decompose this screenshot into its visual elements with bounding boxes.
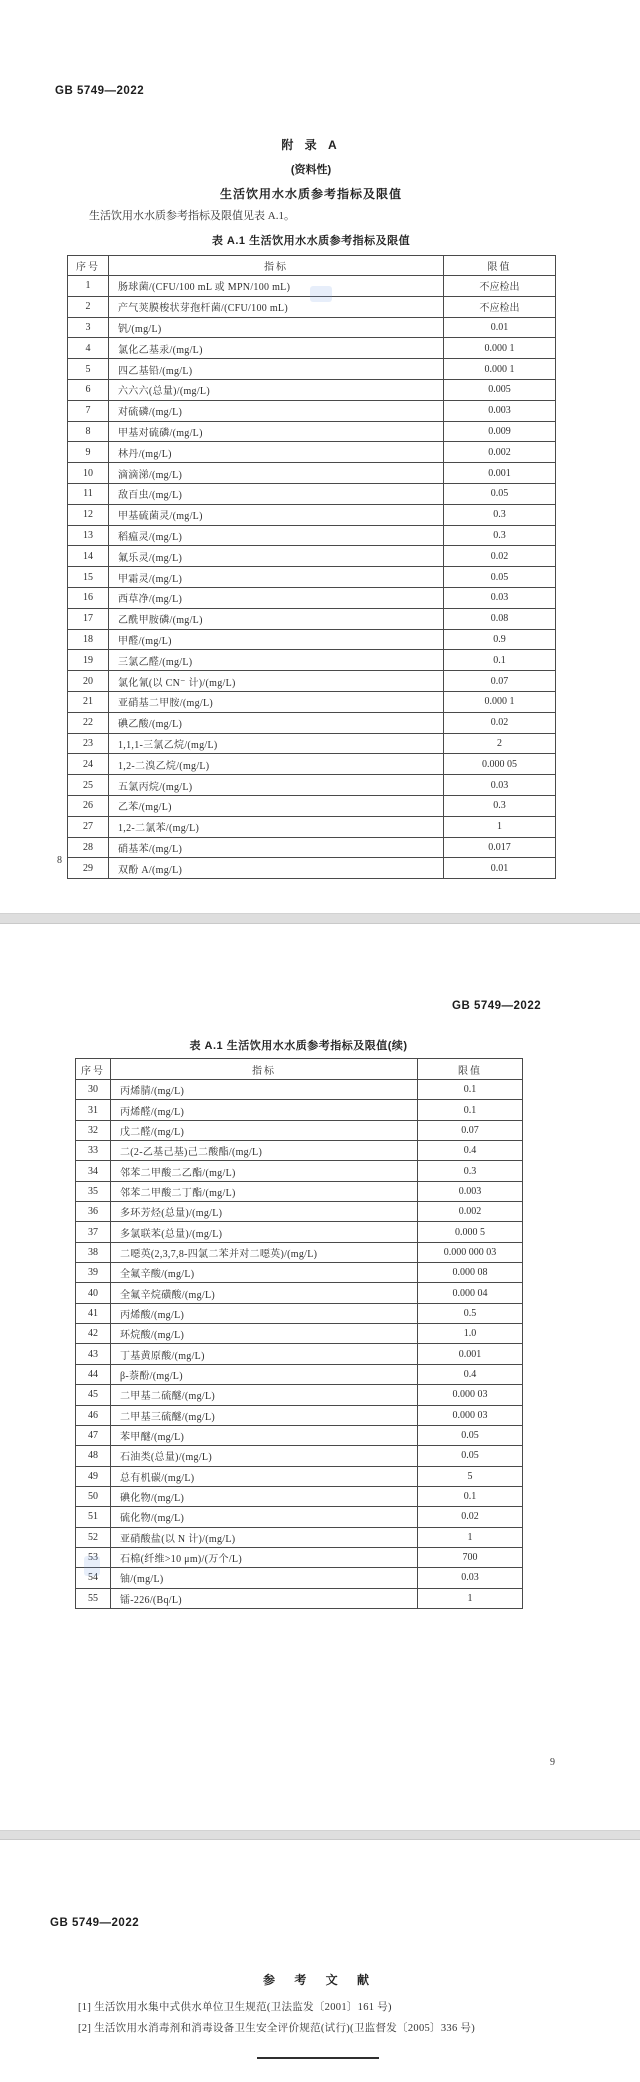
limit-cell: 0.000 1 [444, 691, 556, 712]
table-row [76, 1181, 523, 1201]
limit-cell: 0.01 [444, 317, 556, 338]
row-index-cell: 14 [68, 546, 109, 567]
indicator-cell: 全氟辛酸/(mg/L) [111, 1263, 418, 1283]
indicator-cell: 全氟辛烷磺酸/(mg/L) [111, 1283, 418, 1303]
col-header-limit: 限值 [418, 1059, 523, 1080]
row-index-cell: 26 [68, 795, 109, 816]
indicator-cell: 四乙基铅/(mg/L) [109, 359, 444, 380]
indicator-cell: 多氯联苯(总量)/(mg/L) [111, 1222, 418, 1242]
table-row [68, 754, 556, 775]
table-row [76, 1161, 523, 1181]
appendix-heading-block [67, 136, 555, 202]
row-index-cell: 30 [76, 1080, 111, 1100]
row-index-cell: 51 [76, 1507, 111, 1527]
col-header-index: 序号 [76, 1059, 111, 1080]
indicator-cell: 钒/(mg/L) [109, 317, 444, 338]
table-row [68, 379, 556, 400]
row-index-cell: 2 [68, 296, 109, 317]
indicator-cell: 稻瘟灵/(mg/L) [109, 525, 444, 546]
indicator-cell: 氯化乙基汞/(mg/L) [109, 338, 444, 359]
table-header-row [68, 256, 556, 276]
limit-cell: 不应检出 [444, 276, 556, 297]
table-row [68, 816, 556, 837]
indicator-cell: 甲醛/(mg/L) [109, 629, 444, 650]
limit-cell: 0.000 05 [444, 754, 556, 775]
reference-item-2: [2] 生活饮用水消毒剂和消毒设备卫生安全评价规范(试行)(卫监督发〔2005〕336 号) [78, 2023, 476, 2034]
indicator-cell: 产气荚膜梭状芽孢杆菌/(CFU/100 mL) [109, 296, 444, 317]
indicator-cell: 碘化物/(mg/L) [111, 1486, 418, 1506]
row-index-cell: 54 [76, 1568, 111, 1588]
indicator-cell: 双酚 A/(mg/L) [109, 858, 444, 879]
limit-cell: 0.000 08 [418, 1263, 523, 1283]
document-end-rule [257, 2057, 379, 2059]
col-header-indicator: 指标 [109, 256, 444, 276]
row-index-cell: 53 [76, 1547, 111, 1567]
table-row [68, 359, 556, 380]
indicator-cell: 镭-226/(Bq/L) [111, 1588, 418, 1608]
page-number-9: 9 [550, 1757, 555, 1768]
row-index-cell: 46 [76, 1405, 111, 1425]
row-index-cell: 45 [76, 1385, 111, 1405]
indicator-cell: 多环芳烃(总量)/(mg/L) [111, 1202, 418, 1222]
table-row [76, 1507, 523, 1527]
row-index-cell: 18 [68, 629, 109, 650]
indicator-cell: 石棉(纤维>10 μm)/(万个/L) [111, 1547, 418, 1567]
limit-cell: 0.02 [444, 712, 556, 733]
indicator-cell: 苯甲醚/(mg/L) [111, 1425, 418, 1445]
standard-code-header-page1: GB 5749—2022 [55, 85, 145, 97]
table-row [68, 587, 556, 608]
indicator-cell: β-萘酚/(mg/L) [111, 1364, 418, 1384]
indicator-cell: 滴滴涕/(mg/L) [109, 463, 444, 484]
table-row [76, 1202, 523, 1222]
table-row [76, 1344, 523, 1364]
row-index-cell: 52 [76, 1527, 111, 1547]
indicator-cell: 二(2-乙基己基)己二酸酯/(mg/L) [111, 1141, 418, 1161]
table-row [68, 338, 556, 359]
row-index-cell: 5 [68, 359, 109, 380]
row-index-cell: 50 [76, 1486, 111, 1506]
row-index-cell: 22 [68, 712, 109, 733]
indicator-cell: 甲基硫菌灵/(mg/L) [109, 504, 444, 525]
row-index-cell: 31 [76, 1100, 111, 1120]
limit-cell: 0.03 [444, 587, 556, 608]
appendix-title: 生活饮用水水质参考指标及限值 [219, 187, 402, 201]
limit-cell: 0.1 [444, 650, 556, 671]
page-number-8: 8 [57, 855, 62, 866]
table-row [68, 463, 556, 484]
limit-cell: 0.002 [418, 1202, 523, 1222]
limit-cell: 0.05 [418, 1425, 523, 1445]
table-row [68, 775, 556, 796]
limit-cell: 0.005 [444, 379, 556, 400]
indicator-cell: 铀/(mg/L) [111, 1568, 418, 1588]
row-index-cell: 40 [76, 1283, 111, 1303]
table-row [68, 712, 556, 733]
row-index-cell: 10 [68, 463, 109, 484]
row-index-cell: 43 [76, 1344, 111, 1364]
table-row [68, 608, 556, 629]
limit-cell: 1.0 [418, 1324, 523, 1344]
table-row [68, 650, 556, 671]
table-row [76, 1568, 523, 1588]
limit-cell: 0.5 [418, 1303, 523, 1323]
table-row [68, 525, 556, 546]
row-index-cell: 32 [76, 1120, 111, 1140]
limit-cell: 0.1 [418, 1080, 523, 1100]
indicator-cell: 二甲基二硫醚/(mg/L) [111, 1385, 418, 1405]
indicator-cell: 敌百虫/(mg/L) [109, 483, 444, 504]
limit-cell: 0.000 03 [418, 1405, 523, 1425]
limit-cell: 0.4 [418, 1364, 523, 1384]
table-row [68, 504, 556, 525]
table-row [76, 1547, 523, 1567]
table-row [76, 1527, 523, 1547]
limit-cell: 700 [418, 1547, 523, 1567]
limit-cell: 0.08 [444, 608, 556, 629]
row-index-cell: 34 [76, 1161, 111, 1181]
limit-cell: 0.07 [444, 671, 556, 692]
row-index-cell: 36 [76, 1202, 111, 1222]
indicator-cell: 二噁英(2,3,7,8-四氯二苯并对二噁英)/(mg/L) [111, 1242, 418, 1262]
indicator-cell: 碘乙酸/(mg/L) [109, 712, 444, 733]
limit-cell: 0.01 [444, 858, 556, 879]
limit-cell: 0.05 [444, 483, 556, 504]
indicator-cell: 邻苯二甲酸二丁酯/(mg/L) [111, 1181, 418, 1201]
row-index-cell: 11 [68, 483, 109, 504]
table-row [68, 691, 556, 712]
indicator-cell: 林丹/(mg/L) [109, 442, 444, 463]
page-separator [0, 913, 640, 924]
limit-cell: 0.3 [444, 795, 556, 816]
row-index-cell: 38 [76, 1242, 111, 1262]
table-row [76, 1588, 523, 1608]
indicator-cell: 丙烯腈/(mg/L) [111, 1080, 418, 1100]
row-index-cell: 12 [68, 504, 109, 525]
row-index-cell: 47 [76, 1425, 111, 1445]
table-row [68, 733, 556, 754]
table-row [76, 1486, 523, 1506]
indicator-cell: 乙酰甲胺磷/(mg/L) [109, 608, 444, 629]
limit-cell: 0.003 [418, 1181, 523, 1201]
row-index-cell: 48 [76, 1446, 111, 1466]
table-row [76, 1324, 523, 1344]
table-row [68, 483, 556, 504]
table-row [76, 1283, 523, 1303]
row-index-cell: 21 [68, 691, 109, 712]
indicator-cell: 1,1,1-三氯乙烷/(mg/L) [109, 733, 444, 754]
indicator-cell: 甲霜灵/(mg/L) [109, 567, 444, 588]
limit-cell: 0.07 [418, 1120, 523, 1140]
indicator-cell: 六六六(总量)/(mg/L) [109, 379, 444, 400]
limit-cell: 1 [418, 1527, 523, 1547]
limit-cell: 0.4 [418, 1141, 523, 1161]
table-a1-continued-caption: 表 A.1 生活饮用水水质参考指标及限值(续) [189, 1040, 408, 1052]
indicator-cell: 肠球菌/(CFU/100 mL 或 MPN/100 mL) [109, 276, 444, 297]
indicator-cell: 西草净/(mg/L) [109, 587, 444, 608]
col-header-limit: 限值 [444, 256, 556, 276]
row-index-cell: 24 [68, 754, 109, 775]
table-a1-caption: 表 A.1 生活饮用水水质参考指标及限值 [211, 235, 411, 247]
limit-cell: 0.000 000 03 [418, 1242, 523, 1262]
table-row [68, 546, 556, 567]
row-index-cell: 23 [68, 733, 109, 754]
indicator-cell: 对硫磷/(mg/L) [109, 400, 444, 421]
limit-cell: 2 [444, 733, 556, 754]
standard-code-header-page2: GB 5749—2022 [452, 1000, 542, 1012]
limit-cell: 0.002 [444, 442, 556, 463]
indicator-cell: 硫化物/(mg/L) [111, 1507, 418, 1527]
row-index-cell: 37 [76, 1222, 111, 1242]
table-row [76, 1120, 523, 1140]
limit-cell: 0.02 [444, 546, 556, 567]
page-separator [0, 1830, 640, 1840]
limit-cell: 0.1 [418, 1486, 523, 1506]
limit-cell: 0.001 [444, 463, 556, 484]
limit-cell: 0.001 [418, 1344, 523, 1364]
row-index-cell: 13 [68, 525, 109, 546]
table-row [76, 1466, 523, 1486]
intro-paragraph: 生活饮用水水质参考指标及限值见表 A.1。 [89, 210, 295, 222]
row-index-cell: 29 [68, 858, 109, 879]
appendix-label: 附 录 A [281, 138, 341, 152]
table-row [68, 442, 556, 463]
indicator-cell: 丙烯醛/(mg/L) [111, 1100, 418, 1120]
indicator-cell: 戊二醛/(mg/L) [111, 1120, 418, 1140]
table-a1-page1 [67, 255, 556, 879]
row-index-cell: 9 [68, 442, 109, 463]
row-index-cell: 19 [68, 650, 109, 671]
table-a1-page2 [75, 1058, 523, 1609]
row-index-cell: 6 [68, 379, 109, 400]
table-row [76, 1385, 523, 1405]
limit-cell: 0.3 [444, 525, 556, 546]
indicator-cell: 石油类(总量)/(mg/L) [111, 1446, 418, 1466]
scan-smudge-artifact [310, 286, 332, 302]
indicator-cell: 氯化氰(以 CN⁻ 计)/(mg/L) [109, 671, 444, 692]
references-heading: 参 考 文 献 [262, 1973, 377, 1987]
row-index-cell: 25 [68, 775, 109, 796]
row-index-cell: 49 [76, 1466, 111, 1486]
table-row [68, 837, 556, 858]
limit-cell: 1 [418, 1588, 523, 1608]
row-index-cell: 3 [68, 317, 109, 338]
col-header-indicator: 指标 [111, 1059, 418, 1080]
row-index-cell: 44 [76, 1364, 111, 1384]
indicator-cell: 甲基对硫磷/(mg/L) [109, 421, 444, 442]
limit-cell: 0.1 [418, 1100, 523, 1120]
indicator-cell: 五氯丙烷/(mg/L) [109, 775, 444, 796]
row-index-cell: 55 [76, 1588, 111, 1608]
row-index-cell: 42 [76, 1324, 111, 1344]
indicator-cell: 乙苯/(mg/L) [109, 795, 444, 816]
limit-cell: 1 [444, 816, 556, 837]
limit-cell: 0.000 5 [418, 1222, 523, 1242]
scan-smudge-artifact [84, 1556, 100, 1576]
table-row [76, 1100, 523, 1120]
row-index-cell: 1 [68, 276, 109, 297]
table-row [68, 567, 556, 588]
row-index-cell: 41 [76, 1303, 111, 1323]
table-header-row [76, 1059, 523, 1080]
limit-cell: 0.009 [444, 421, 556, 442]
indicator-cell: 丙烯酸/(mg/L) [111, 1303, 418, 1323]
limit-cell: 0.03 [418, 1568, 523, 1588]
table-row [76, 1446, 523, 1466]
limit-cell: 0.000 04 [418, 1283, 523, 1303]
row-index-cell: 39 [76, 1263, 111, 1283]
appendix-kind: (资料性) [290, 164, 332, 176]
col-header-index: 序号 [68, 256, 109, 276]
table-row [68, 629, 556, 650]
limit-cell: 0.3 [418, 1161, 523, 1181]
limit-cell: 0.03 [444, 775, 556, 796]
indicator-cell: 邻苯二甲酸二乙酯/(mg/L) [111, 1161, 418, 1181]
table-row [76, 1303, 523, 1323]
table-row [68, 400, 556, 421]
indicator-cell: 氟乐灵/(mg/L) [109, 546, 444, 567]
row-index-cell: 35 [76, 1181, 111, 1201]
row-index-cell: 27 [68, 816, 109, 837]
row-index-cell: 17 [68, 608, 109, 629]
indicator-cell: 总有机碳/(mg/L) [111, 1466, 418, 1486]
indicator-cell: 1,2-二溴乙烷/(mg/L) [109, 754, 444, 775]
row-index-cell: 4 [68, 338, 109, 359]
table-row [68, 421, 556, 442]
table-row [76, 1141, 523, 1161]
indicator-cell: 亚硝基二甲胺/(mg/L) [109, 691, 444, 712]
limit-cell: 0.017 [444, 837, 556, 858]
table-row [76, 1222, 523, 1242]
indicator-cell: 硝基苯/(mg/L) [109, 837, 444, 858]
limit-cell: 0.000 1 [444, 359, 556, 380]
limit-cell: 0.02 [418, 1507, 523, 1527]
table-row [68, 671, 556, 692]
indicator-cell: 二甲基三硫醚/(mg/L) [111, 1405, 418, 1425]
table-row [76, 1080, 523, 1100]
indicator-cell: 三氯乙醛/(mg/L) [109, 650, 444, 671]
table-row [68, 795, 556, 816]
table-row [76, 1263, 523, 1283]
table-row [68, 317, 556, 338]
table-row [76, 1425, 523, 1445]
row-index-cell: 8 [68, 421, 109, 442]
limit-cell: 0.3 [444, 504, 556, 525]
indicator-cell: 亚硝酸盐(以 N 计)/(mg/L) [111, 1527, 418, 1547]
limit-cell: 0.000 1 [444, 338, 556, 359]
limit-cell: 不应检出 [444, 296, 556, 317]
limit-cell: 0.05 [418, 1446, 523, 1466]
table-row [68, 858, 556, 879]
reference-item-1: [1] 生活饮用水集中式供水单位卫生规范(卫法监发〔2001〕161 号) [78, 2002, 392, 2013]
row-index-cell: 16 [68, 587, 109, 608]
indicator-cell: 环烷酸/(mg/L) [111, 1324, 418, 1344]
standard-code-header-page3: GB 5749—2022 [50, 1917, 140, 1929]
row-index-cell: 7 [68, 400, 109, 421]
limit-cell: 0.9 [444, 629, 556, 650]
table-row [76, 1405, 523, 1425]
indicator-cell: 1,2-二氯苯/(mg/L) [109, 816, 444, 837]
indicator-cell: 丁基黄原酸/(mg/L) [111, 1344, 418, 1364]
limit-cell: 0.003 [444, 400, 556, 421]
limit-cell: 0.000 03 [418, 1385, 523, 1405]
limit-cell: 5 [418, 1466, 523, 1486]
row-index-cell: 33 [76, 1141, 111, 1161]
limit-cell: 0.05 [444, 567, 556, 588]
row-index-cell: 20 [68, 671, 109, 692]
row-index-cell: 15 [68, 567, 109, 588]
table-row [76, 1364, 523, 1384]
row-index-cell: 28 [68, 837, 109, 858]
table-row [76, 1242, 523, 1262]
